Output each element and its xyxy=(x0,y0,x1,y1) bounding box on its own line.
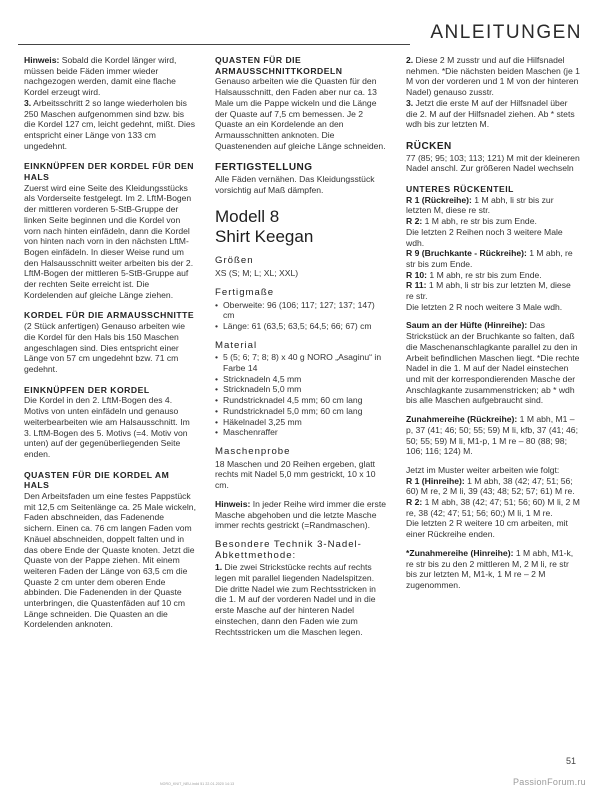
paragraph-technik-step-1: 1. Die zwei Strickstücke rechts auf rechts legen mit parallel liegenden Nadelspitzen. Die dritte Nadel wie zum Rechtsstricken in die 1. M auf der vorderen Nadel und in die erste Masche auf der hinteren Nadel einstechen, dann den Faden wie zum Rechtsstricken um die Maschen legen. xyxy=(215,562,376,637)
hint-paragraph: Hinweis: Sobald die Kordel länger wird, müssen beide Fäden immer wieder nachgezogen werden, damit eine flache Kordel erzeugt wird. xyxy=(24,55,177,98)
heading-maschenprobe: Maschenprobe xyxy=(215,445,291,457)
paragraph-zunahmereihe: Zunahmereihe (Rückreihe): 1 M abh, M1 – p, 37 (41; 46; 50; 55; 59) M li, kfb, 37 (41; 46; 50; 55; 59) M li, M1-p, 1 M re – 80 (88; 98; 106; 116; 124) M. xyxy=(406,414,578,457)
paragraph-fertigstellung: Alle Fäden vernähen. Das Kleidungsstück vorsichtig auf Maß dämpfen. xyxy=(215,174,375,195)
list-item: • 5 (5; 6; 7; 8; 8) x 40 g NORO „Asaginu“ in Farbe 14 xyxy=(215,352,387,373)
row-r2: R 2: 1 M abh, re str bis zum Ende. xyxy=(406,216,537,227)
list-item: • Maschenraffer xyxy=(215,427,387,438)
heading-besondere-technik: Besondere Technik 3-Nadel-Abkettmethode: xyxy=(215,538,362,561)
list-item: • Stricknadeln 4,5 mm xyxy=(215,374,387,385)
list-item: • Rundstricknadel 5,0 mm; 60 cm lang xyxy=(215,406,387,417)
column-1 xyxy=(24,55,196,630)
column-2 xyxy=(215,55,387,637)
paragraph-maschenprobe: 18 Maschen und 20 Reihen ergeben, glatt rechts mit Nadel 5,0 mm gestrickt, 10 x 10 cm. xyxy=(215,458,376,491)
model-title: Modell 8 Shirt Keegan xyxy=(215,207,314,247)
technik-step-2: 2. Diese 2 M zusstr und auf die Hilfsnadel nehmen. *Die nächsten beiden Maschen (je 1 M von der vorderen und 1 M von der hinteren Nadel) genauso zusstr. xyxy=(406,55,580,98)
row-muster-repeat: Die letzten 2 R weitere 10 cm arbeiten, mit einer Rückreihe enden. xyxy=(406,518,568,540)
hint-paragraph-2: Hinweis: In jeder Reihe wird immer die erste Masche abgehoben und die letzte Masche immer rechts gestrickt (=Randmaschen). xyxy=(215,498,386,531)
paragraph-quasten-hals: Den Arbeitsfaden um eine festes Pappstück mit 12,5 cm Seitenlänge ca. 25 Male wickeln, Faden abschneiden, das Fadenende sichern. Einen ca. 76 cm langen Faden vom Knäuel abschneiden, doppelt falten und in das obere Ende der Quaste knoten. Jetzt die Quaste von der Pappe ziehen. Mit einem weiteren Faden der Länge von 63,5 cm die Quaste 2 cm unter dem oberen Ende abbinden. Die Fadenenden in der Quaste unterbringen, die Quastenfäden auf 10 cm Länge schneiden. Die Quasten an die Kordelenden anknoten. xyxy=(24,491,196,630)
heading-einknuepfen-kordel: EINKNÜPFEN DER KORDEL xyxy=(24,384,150,395)
paragraph-groessen: XS (S; M; L; XL; XXL) xyxy=(215,268,299,279)
paragraph-zunahmereihe-2: *Zunahmereihe (Hinreihe): 1 M abh, M1-k, re str bis zu den 2 mittleren M, 2 M li, re str bis zur letzten M, M1-k, 1 M re – 2 M zugenommen. xyxy=(406,547,574,590)
row-r11: R 11: 1 M abh, li str bis zur letzten M, diese re str. xyxy=(406,280,571,302)
paragraph-muster: Jetzt im Muster weiter arbeiten wie folgt: xyxy=(406,464,560,475)
list-item: • Rundstricknadel 4,5 mm; 60 cm lang xyxy=(215,395,387,406)
list-item: • Häkelnadel 3,25 mm xyxy=(215,417,387,428)
heading-groessen: Größen xyxy=(215,255,254,267)
list-fertigmasse xyxy=(215,300,387,332)
heading-ruecken: RÜCKEN xyxy=(406,140,452,152)
list-item: • Oberweite: 96 (106; 117; 127; 137; 147) cm xyxy=(215,300,387,321)
column-3 xyxy=(406,55,580,591)
heading-fertigstellung: FERTIGSTELLUNG xyxy=(215,162,313,174)
heading-fertigmasse: Fertigmaße xyxy=(215,286,275,298)
header-rule xyxy=(18,44,410,45)
step-3-paragraph: 3. Arbeitsschritt 2 so lange wiederholen bis 250 Maschen aufgenommen sind bzw. bis die Kordel 127 cm, leicht gedehnt, mißt. Dies entspricht einer Länge von 133 cm ungedehnt. xyxy=(24,97,196,151)
row-r1: R 1 (Rückreihe): 1 M abh, li str bis zur letzten M, diese re str. xyxy=(406,194,554,216)
heading-quasten-armausschnitt: QUASTEN FÜR DIE ARMAUSSCHNITTKORDELN xyxy=(215,55,343,76)
technik-step-3: 3. Jetzt die erste M auf der Hilfsnadel über die 2. M auf der Hilfsnadel ziehen. Ab * stets wdh bis zur letzten M. xyxy=(406,97,575,130)
paragraph-saum: Saum an der Hüfte (Hinreihe): Das Strickstück an der Bruchkante so falten, daß die Maschenanschlagkante parallel zu den in Arbeit befindlichen Maschen liegt. *Die rechte Nadel in die 1. M auf der Nadel einstechen und mit der korrespondierenden Masche der Anschlagkante zusammenstricken; ab * wdh bis alle Maschen aufgebraucht sind. xyxy=(406,320,580,406)
heading-einknuepfen-hals: EINKNÜPFEN DER KORDEL FÜR DEN HALS xyxy=(24,161,194,183)
heading-unteres-rueckenteil: UNTERES RÜCKENTEIL xyxy=(406,184,514,195)
heading-material: Material xyxy=(215,339,258,351)
row-r2-repeat: Die letzten 2 Reihen noch 3 weitere Male wdh. xyxy=(406,226,563,248)
page-section-title: ANLEITUNGEN xyxy=(430,22,582,43)
print-slug: NORO_KNIT_NEU.indd 51 22.01.2020 14:13 xyxy=(160,782,235,786)
paragraph-kordel-armausschnitte: (2 Stück anfertigen) Genauso arbeiten wie die Kordel für den Hals bis 150 Maschen angeschlagen sind. Dies entspricht einer Länge von 57 cm ungedehnt bzw. 71 cm gedehnt. xyxy=(24,321,185,374)
list-item: • Stricknadeln 5,0 mm xyxy=(215,384,387,395)
paragraph-einknuepfen-hals: Zuerst wird eine Seite des Kleidungsstücks als Vorderseite festgelegt. Im 2. LftM-Bogen der mittleren vorderen 5-StB-Gruppe der linken Seite beginnen und die Kordel von vorn nach hinten einfädeln, dann die Kordel von hinten nach vorn in den nächsten LftM-Bogen einfädeln. In dieser Weise rund um den Halsausschnitt weiter arbeiten bis der 2. LftM-Bogen der mittleren 5-StB-Gruppe auf der rechten Seite erreicht ist. Die Kordelenden auf gleiche Länge ziehen. xyxy=(24,182,194,300)
row-r11-repeat: Die letzten 2 R noch weitere 3 Male wdh. xyxy=(406,301,563,312)
paragraph-einknuepfen-kordel: Die Kordel in den 2. LftM-Bogen des 4. Motivs von unten einfädeln und genauso weiterbearbeiten wie am Halsausschnitt. Im 3. LftM-Bogen des 5. Motivs (=4. Motiv von unten) auf der gegenüberliegenden Seite enden. xyxy=(24,395,190,459)
list-material xyxy=(215,352,387,438)
paragraph-ruecken: 77 (85; 95; 103; 113; 121) M mit der kleineren Nadel anschl. Zur größeren Nadel wechseln xyxy=(406,152,580,174)
row-muster-r2: R 2: 1 M abh, 38 (42; 47; 51; 56; 60) M li, 2 M re, 38 (42; 47; 51; 56; 60;) M li, 1 M re. xyxy=(406,497,580,518)
paragraph-quasten-armausschnitt: Genauso arbeiten wie die Quasten für den Halsausschnitt, den Faden aber nur ca. 13 Male um die Pappe wickeln und die Länge der Quaste auf 7,5 cm bemessen. Je 2 Quaste an ein Kordelende an den Armausschnitten anknoten. Die Quastenenden auf gleiche Länge schneiden. xyxy=(215,76,386,151)
row-muster-r1: R 1 (Hinreihe): 1 M abh, 38 (42; 47; 51; 56; 60) M re, 2 M li, 39 (43; 48; 52; 57; 61) M re. xyxy=(406,475,575,497)
row-r9: R 9 (Bruchkante - Rückreihe): 1 M abh, re str bis zum Ende. xyxy=(406,248,573,269)
page-number: 51 xyxy=(565,756,576,766)
heading-kordel-armausschnitte: KORDEL FÜR DIE ARMAUSSCHNITTE xyxy=(24,310,195,321)
row-r10: R 10: 1 M abh, re str bis zum Ende. xyxy=(406,269,542,280)
heading-quasten-hals: QUASTEN FÜR DIE KORDEL AM HALS xyxy=(24,469,170,491)
list-item: • Länge: 61 (63,5; 63,5; 64,5; 66; 67) cm xyxy=(215,321,387,332)
watermark: PassionForum.ru xyxy=(512,777,586,787)
